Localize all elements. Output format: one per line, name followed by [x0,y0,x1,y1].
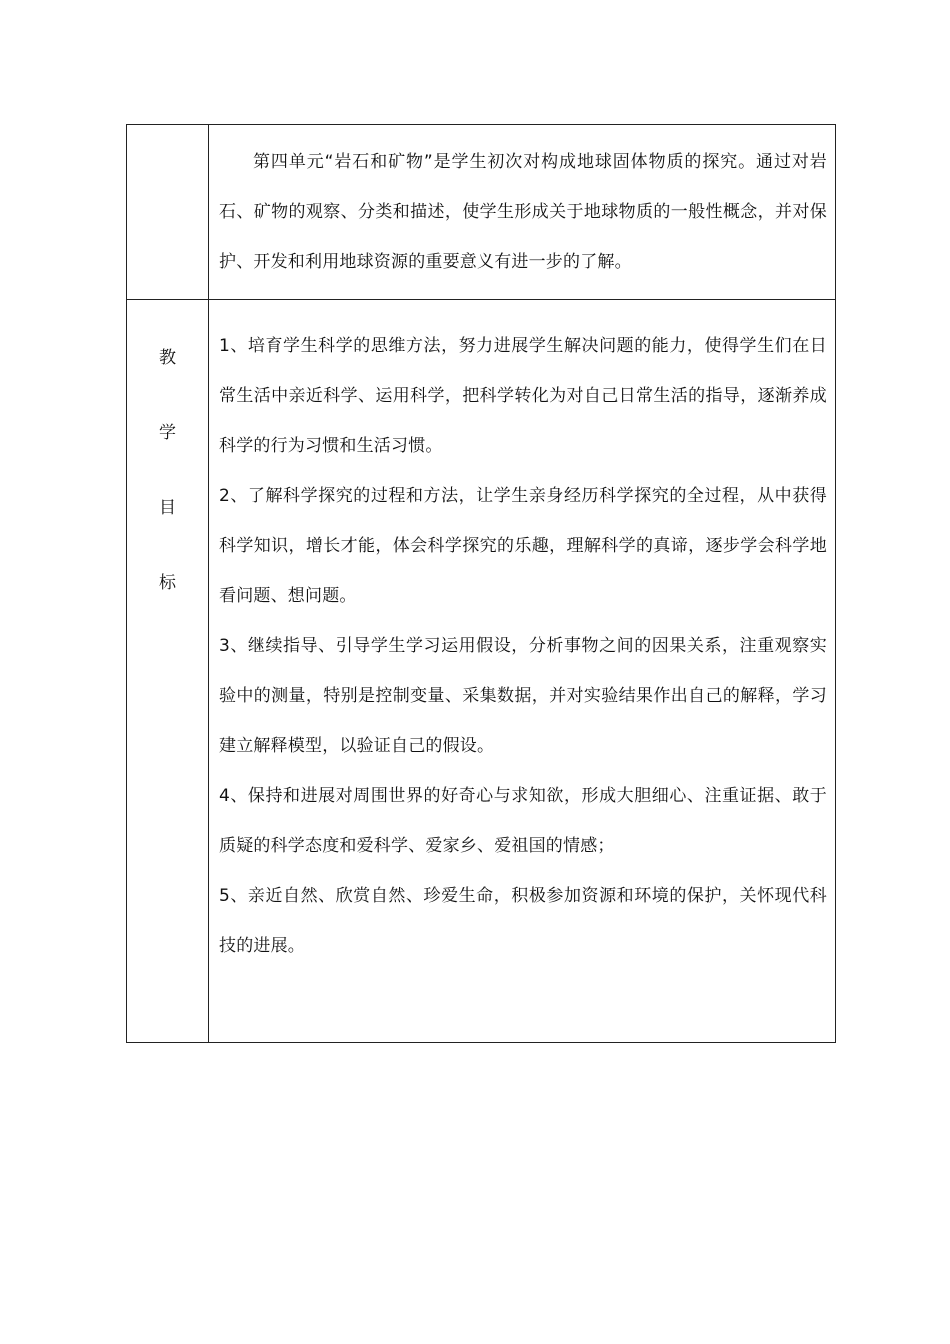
teaching-goals-label [127,300,208,621]
teaching-goals-content-cell [209,300,836,1043]
unit-intro-row [127,125,836,300]
goal-item: 1、培育学生科学的思维方法，努力进展学生解决问题的能力，使得学生们在日常生活中亲近科学、运用科学，把科学转化为对自己日常生活的指导，逐渐养成科学的行为习惯和生活习惯。 [219,336,827,456]
unit-intro-label-cell [127,125,209,300]
teaching-goals-list [209,300,835,971]
goal-item: 5、亲近自然、欣赏自然、珍爱生命，积极参加资源和环境的保护，关怀现代科技的进展。 [219,886,827,956]
lesson-plan-table [126,124,836,1043]
goal-item: 3、继续指导、引导学生学习运用假设，分析事物之间的因果关系，注重观察实验中的测量，特别是控制变量、采集数据，并对实验结果作出自己的解释，学习建立解释模型，以验证自己的假设。 [219,636,827,756]
goal-item: 4、保持和进展对周围世界的好奇心与求知欲，形成大胆细心、注重证据、敢于质疑的科学态度和爱科学、爱家乡、爱祖国的情感； [219,786,827,856]
label-char: 学 [159,423,176,443]
unit-intro-text: 第四单元“岩石和矿物”是学生初次对构成地球固体物质的探究。通过对岩石、矿物的观察、分类和描述，使学生形成关于地球物质的一般性概念，并对保护、开发和利用地球资源的重要意义有进一步的了解。 [219,152,827,272]
label-char: 教 [159,348,176,368]
teaching-goals-label-cell [127,300,209,1043]
goal-item: 2、了解科学探究的过程和方法，让学生亲身经历科学探究的全过程，从中获得科学知识，增长才能，体会科学探究的乐趣，理解科学的真谛，逐步学会科学地看问题、想问题。 [219,486,827,606]
label-char: 目 [159,498,176,518]
label-char: 标 [159,573,176,593]
unit-intro-content-cell [209,125,836,300]
teaching-goals-row [127,300,836,1043]
